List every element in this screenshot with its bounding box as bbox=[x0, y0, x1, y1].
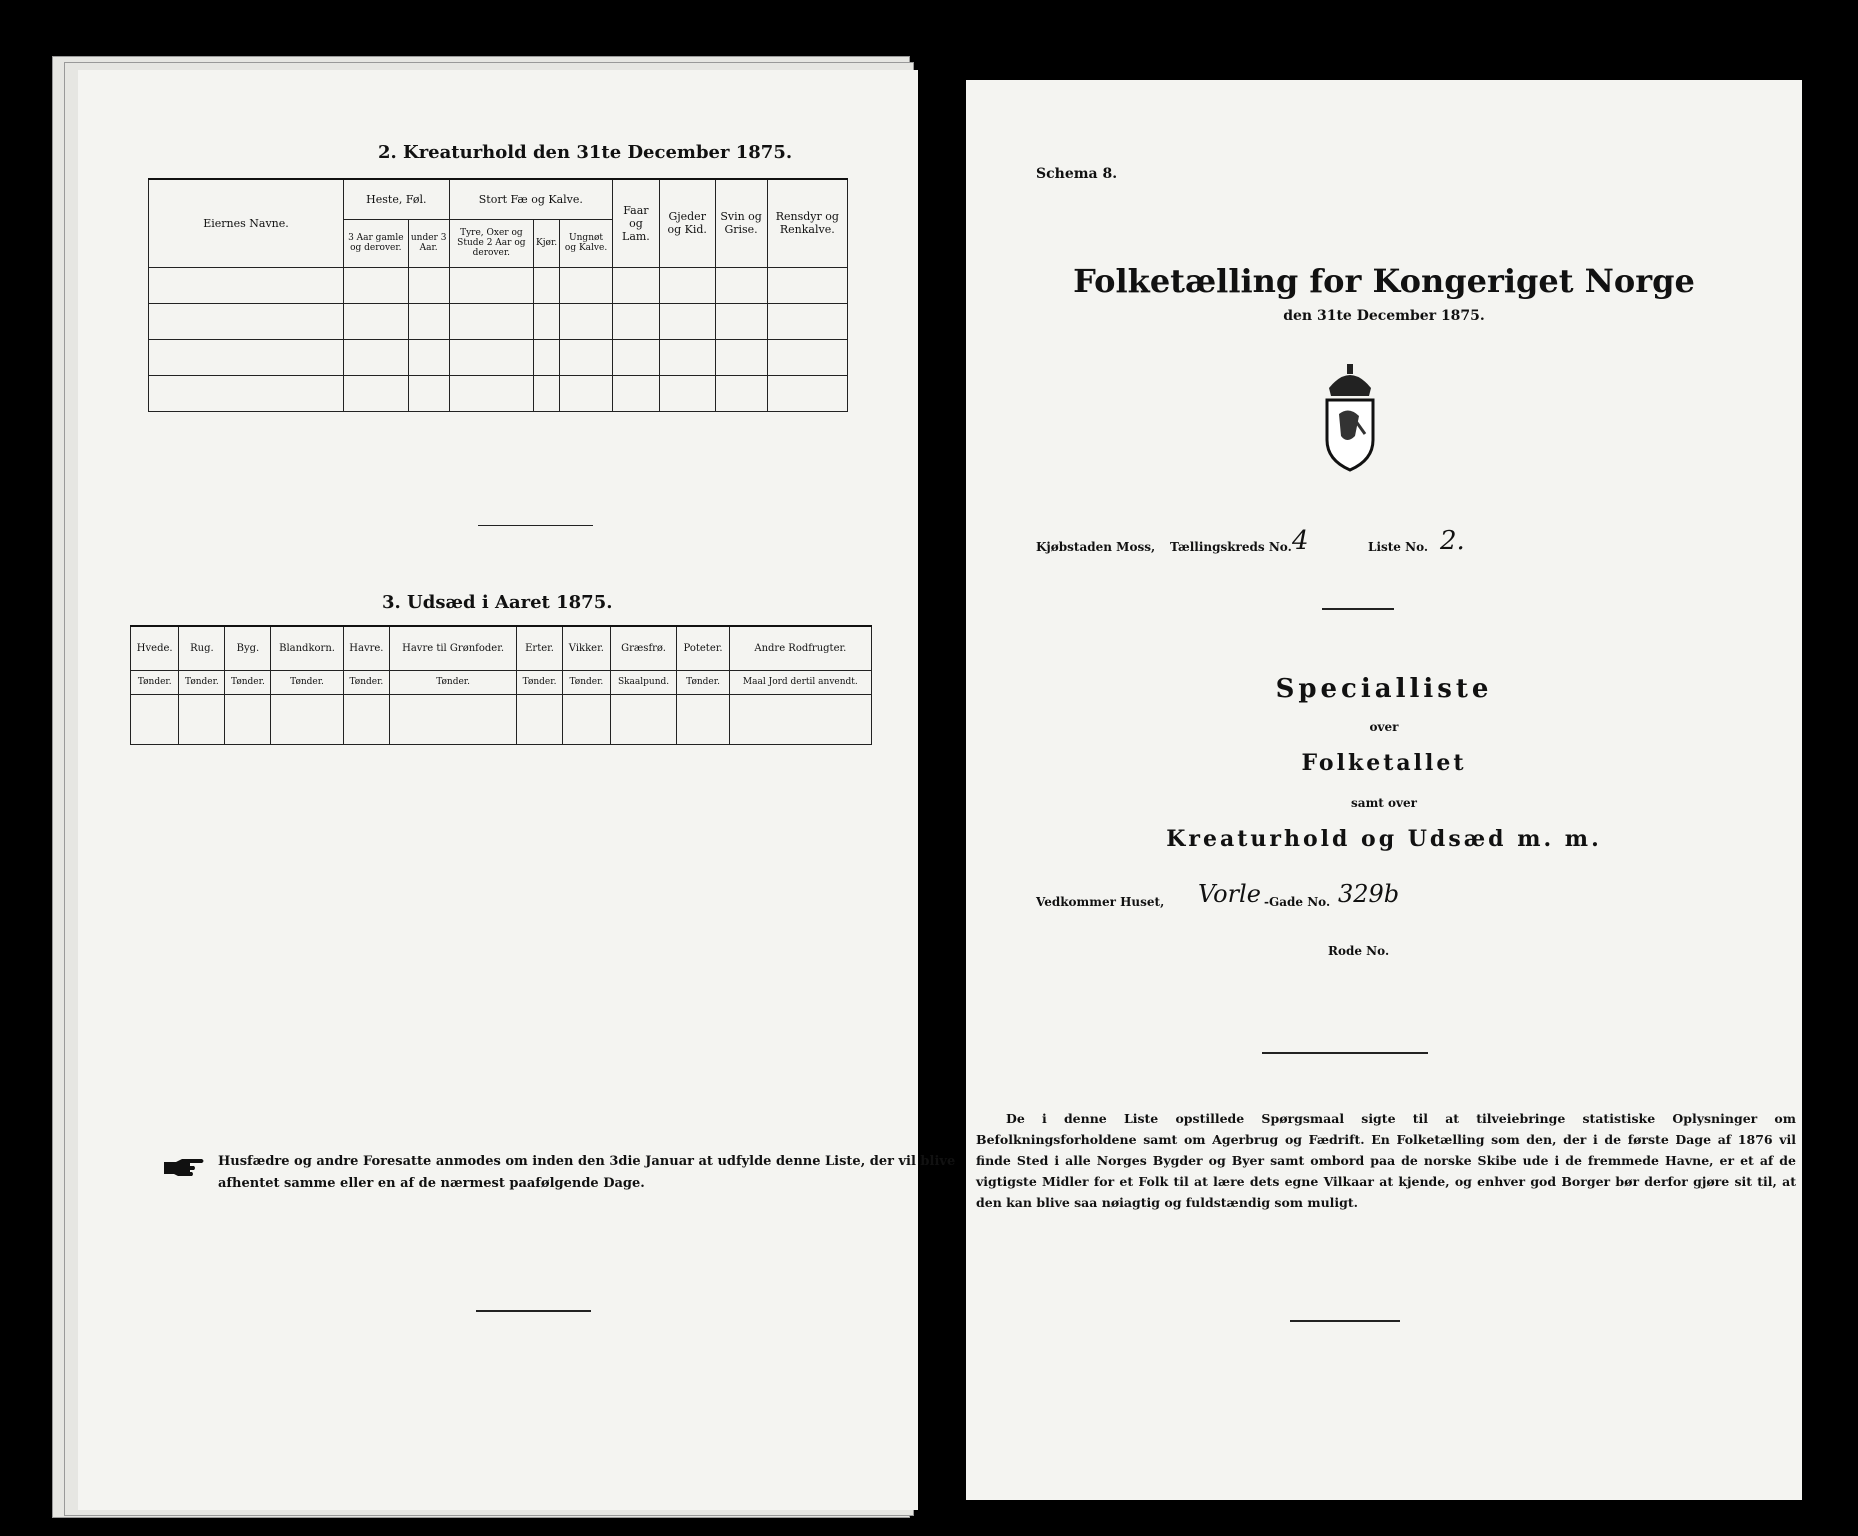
kreaturhold-heading: Kreaturhold og Udsæd m. m. bbox=[1166, 826, 1602, 852]
col-andre-rodfrugter: Andre Rodfrugter. bbox=[729, 626, 871, 670]
gade-name: Vorle bbox=[1198, 880, 1261, 908]
census-date: den 31te December 1875. bbox=[1283, 308, 1485, 324]
liste-label: Liste No. bbox=[1368, 540, 1429, 554]
col-vikker: Vikker. bbox=[563, 626, 611, 670]
col-havre-gronfoder: Havre til Grønfoder. bbox=[390, 626, 517, 670]
notice-line-2: afhentet samme eller en af de nærmest paafølgende Dage. bbox=[218, 1176, 645, 1191]
unit-label: Tønder. bbox=[271, 670, 343, 694]
unit-label: Skaalpund. bbox=[610, 670, 677, 694]
divider bbox=[1290, 1320, 1400, 1322]
col-svin: Svin og Grise. bbox=[715, 179, 767, 267]
explanatory-paragraph: De i denne Liste opstillede Spørgsmaal sigte til at tilveiebringe statistiske Oplysninger om Befolkningsforholdene samt om Agerbrug og Fædrift. En Folketælling som den, der i de første Dage af 1876 vil finde Sted i alle Norges Bygder og Byer samt ombord paa de norske Skibe ude i de fremmede Havne, er et af de vigtigste Midler for et Folk til at lære dets egne Vilkaar at kjende, og enhver god Borger bør derfor gjøre sit til, at den kan blive saa nøiagtig og fuldstændig som muligt. bbox=[976, 1111, 1796, 1210]
census-title: Folketælling for Kongeriget Norge bbox=[1073, 262, 1695, 300]
col-ungnot: Ungnøt og Kalve. bbox=[560, 219, 613, 267]
section-2-title: 2. Kreaturhold den 31te December 1875. bbox=[378, 142, 793, 163]
rode-no-label: Rode No. bbox=[1328, 944, 1390, 958]
col-hvede: Hvede. bbox=[131, 626, 179, 670]
samt-over-label: samt over bbox=[1351, 796, 1417, 810]
schema-label: Schema 8. bbox=[1036, 166, 1118, 182]
table-row bbox=[149, 267, 848, 303]
col-faar: Faar og Lam. bbox=[612, 179, 659, 267]
divider bbox=[1262, 1052, 1428, 1054]
col-owner-names: Eiernes Navne. bbox=[149, 179, 344, 267]
divider bbox=[476, 1310, 591, 1312]
kjobstaden-label: Kjøbstaden Moss, bbox=[1036, 540, 1156, 554]
over-label: over bbox=[1369, 720, 1399, 734]
unit-label: Tønder. bbox=[225, 670, 271, 694]
divider bbox=[1322, 608, 1394, 610]
specialliste-heading: Specialliste bbox=[1275, 674, 1493, 704]
col-heste-3aar: 3 Aar gamle og derover. bbox=[344, 219, 409, 267]
unit-label: Maal Jord dertil anvendt. bbox=[729, 670, 871, 694]
unit-label: Tønder. bbox=[677, 670, 729, 694]
col-heste: Heste, Føl. bbox=[344, 179, 450, 219]
kreds-value: 4 bbox=[1292, 526, 1309, 556]
table-row bbox=[149, 375, 848, 411]
right-page bbox=[966, 80, 1802, 1500]
gade-no-label: -Gade No. bbox=[1264, 895, 1331, 909]
table-row bbox=[131, 694, 872, 744]
col-byg: Byg. bbox=[225, 626, 271, 670]
divider bbox=[478, 525, 593, 526]
col-gjeder: Gjeder og Kid. bbox=[659, 179, 715, 267]
notice-line-1: Husfædre og andre Foresatte anmodes om inden den 3die Januar at udfylde denne Liste, der vil blive bbox=[218, 1154, 956, 1169]
unit-label: Tønder. bbox=[390, 670, 517, 694]
col-blandkorn: Blandkorn. bbox=[271, 626, 343, 670]
col-heste-under3: under 3 Aar. bbox=[408, 219, 449, 267]
vedkommer-huset-label: Vedkommer Huset, bbox=[1036, 895, 1165, 909]
kreds-label: Tællingskreds No. bbox=[1170, 540, 1292, 554]
gade-no-value: 329b bbox=[1338, 880, 1400, 908]
sowing-table bbox=[130, 625, 872, 745]
left-page bbox=[78, 70, 956, 1510]
col-rensdyr: Rensdyr og Renkalve. bbox=[767, 179, 847, 267]
col-havre: Havre. bbox=[343, 626, 390, 670]
col-stort-fae: Stort Fæ og Kalve. bbox=[449, 179, 612, 219]
col-poteter: Poteter. bbox=[677, 626, 729, 670]
pointing-hand-icon bbox=[162, 1156, 206, 1178]
unit-label: Tønder. bbox=[517, 670, 563, 694]
table-row bbox=[149, 303, 848, 339]
unit-label: Tønder. bbox=[343, 670, 390, 694]
liste-value: 2. bbox=[1440, 526, 1465, 556]
table-row bbox=[149, 339, 848, 375]
section-3-title: 3. Udsæd i Aaret 1875. bbox=[382, 592, 613, 613]
col-kjor: Kjør. bbox=[534, 219, 560, 267]
col-erter: Erter. bbox=[517, 626, 563, 670]
unit-label: Tønder. bbox=[563, 670, 611, 694]
coat-of-arms-icon bbox=[1319, 360, 1381, 472]
col-rug: Rug. bbox=[179, 626, 225, 670]
folketallet-heading: Folketallet bbox=[1301, 750, 1467, 776]
col-graesfro: Græsfrø. bbox=[610, 626, 677, 670]
col-tyre: Tyre, Oxer og Stude 2 Aar og derover. bbox=[449, 219, 533, 267]
livestock-table bbox=[148, 178, 848, 412]
unit-label: Tønder. bbox=[131, 670, 179, 694]
unit-label: Tønder. bbox=[179, 670, 225, 694]
